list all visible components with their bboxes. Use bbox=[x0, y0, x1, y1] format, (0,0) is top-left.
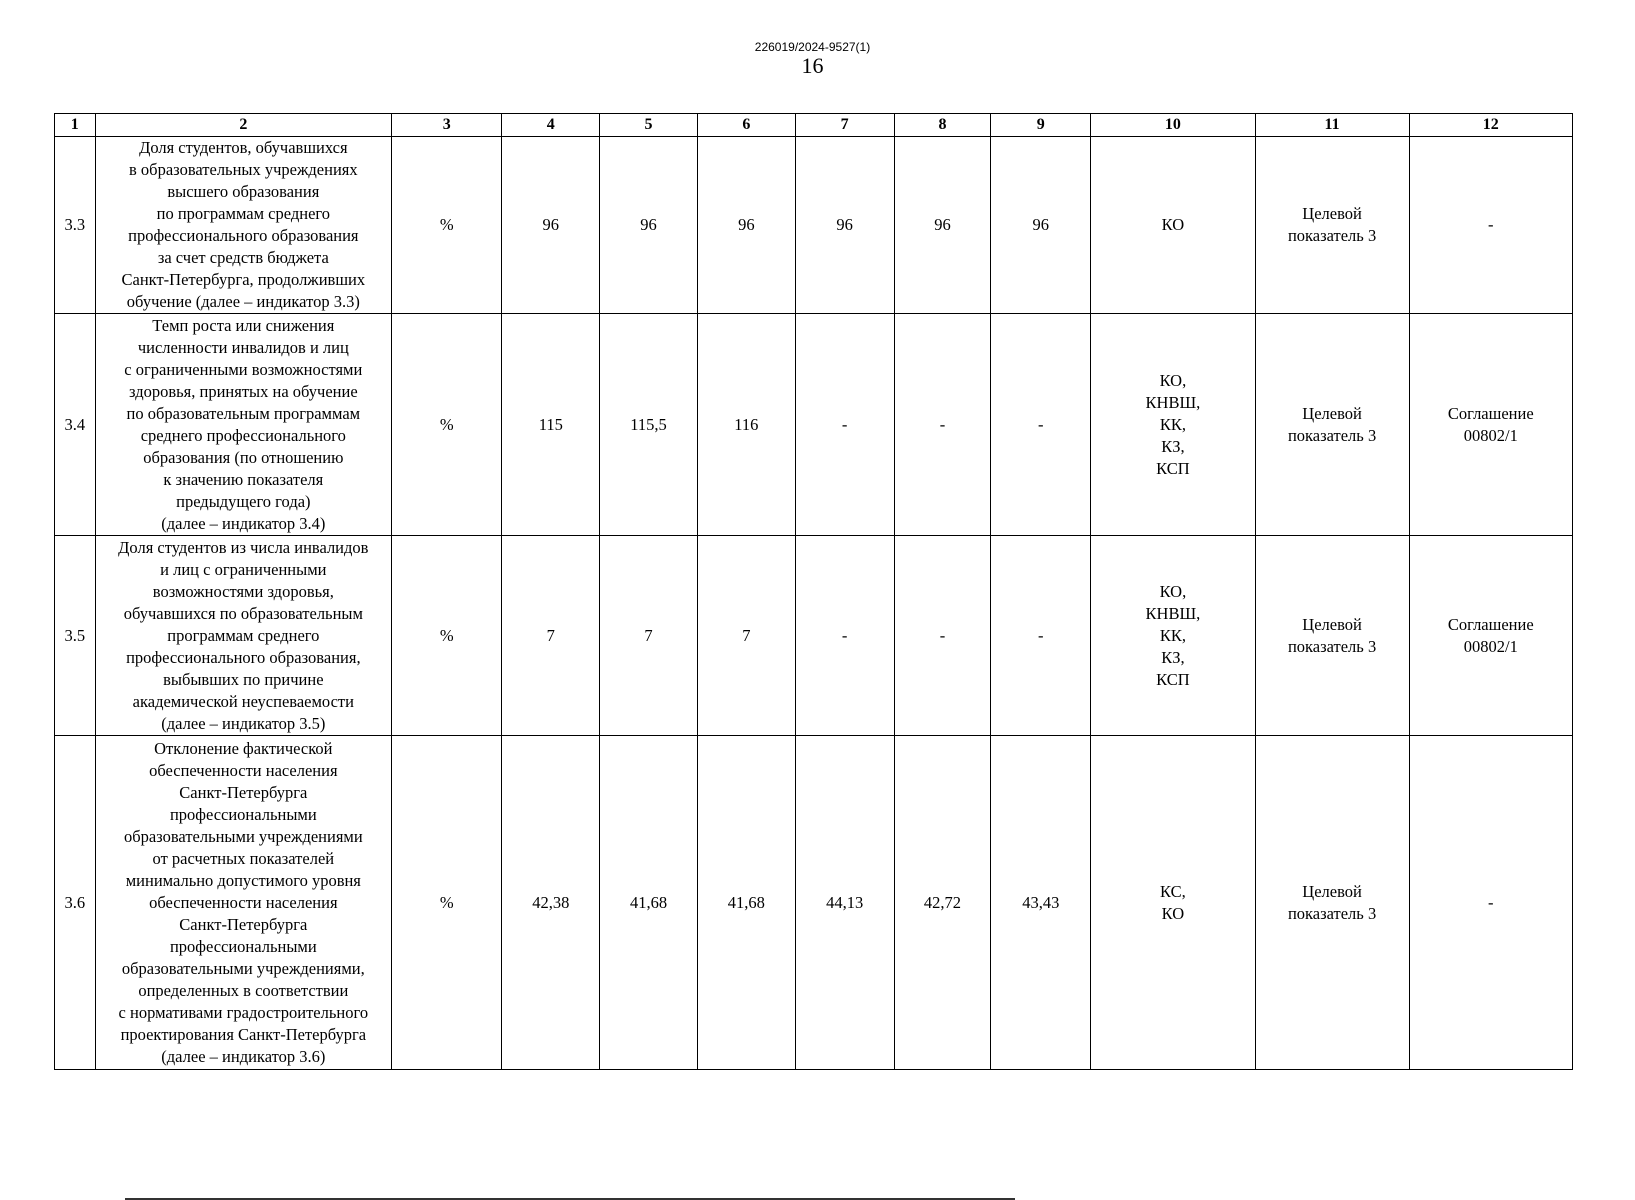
target-cell: Целевой показатель 3 bbox=[1255, 736, 1409, 1070]
table-header-row bbox=[55, 114, 1573, 137]
indicator-description: Отклонение фактической обеспеченности населения Санкт-Петербурга профессиональными образовательными учреждениями от расчетных показателей минимально допустимого уровня обеспеченности населения Санкт-Петербурга профессиональными образовательными учреждениями, определенных в соответствии с нормативами градостроительного проектирования Санкт-Петербурга (далее – индикатор 3.6) bbox=[95, 736, 392, 1070]
value-cell: 96 bbox=[991, 137, 1091, 314]
document-number: 226019/2024-9527(1) bbox=[754, 40, 871, 54]
source-cell: Соглашение 00802/1 bbox=[1409, 314, 1572, 536]
value-cell: - bbox=[795, 314, 894, 536]
indicator-number: 3.3 bbox=[55, 137, 96, 314]
value-cell: - bbox=[894, 314, 991, 536]
table-row bbox=[55, 314, 1573, 536]
source-cell: - bbox=[1409, 137, 1572, 314]
value-cell: 96 bbox=[795, 137, 894, 314]
column-header: 1 bbox=[55, 114, 96, 137]
value-cell: 7 bbox=[697, 536, 795, 736]
unit-cell: % bbox=[392, 736, 502, 1070]
column-header: 6 bbox=[697, 114, 795, 137]
value-cell: 96 bbox=[600, 137, 698, 314]
executors-cell: КО, КНВШ, КК, КЗ, КСП bbox=[1091, 314, 1255, 536]
column-header: 8 bbox=[894, 114, 991, 137]
page-number: 16 bbox=[801, 53, 824, 78]
indicator-number: 3.5 bbox=[55, 536, 96, 736]
document-header bbox=[0, 40, 1635, 78]
table-row bbox=[55, 137, 1573, 314]
executors-cell: КО, КНВШ, КК, КЗ, КСП bbox=[1091, 536, 1255, 736]
column-header: 9 bbox=[991, 114, 1091, 137]
indicator-description: Доля студентов, обучавшихся в образовательных учреждениях высшего образования по программам среднего профессионального образования за счет средств бюджета Санкт-Петербурга, продолживших обучение (далее – индикатор 3.3) bbox=[95, 137, 392, 314]
unit-cell: % bbox=[392, 137, 502, 314]
value-cell: 41,68 bbox=[697, 736, 795, 1070]
column-header: 2 bbox=[95, 114, 392, 137]
value-cell: - bbox=[795, 536, 894, 736]
value-cell: 43,43 bbox=[991, 736, 1091, 1070]
value-cell: 42,38 bbox=[502, 736, 600, 1070]
column-header: 11 bbox=[1255, 114, 1409, 137]
value-cell: 7 bbox=[600, 536, 698, 736]
value-cell: 44,13 bbox=[795, 736, 894, 1070]
column-header: 10 bbox=[1091, 114, 1255, 137]
value-cell: 96 bbox=[697, 137, 795, 314]
table-row bbox=[55, 536, 1573, 736]
value-cell: 115,5 bbox=[600, 314, 698, 536]
column-header: 7 bbox=[795, 114, 894, 137]
indicator-description: Темп роста или снижения численности инвалидов и лиц с ограниченными возможностями здоровья, принятых на обучение по образовательным программам среднего профессионального образования (по отношению к значению показателя предыдущего года) (далее – индикатор 3.4) bbox=[95, 314, 392, 536]
indicator-description: Доля студентов из числа инвалидов и лиц с ограниченными возможностями здоровья, обучавшихся по образовательным программам среднего профессионального образования, выбывших по причине академической неуспеваемости (далее – индикатор 3.5) bbox=[95, 536, 392, 736]
target-cell: Целевой показатель 3 bbox=[1255, 536, 1409, 736]
executors-cell: КО bbox=[1091, 137, 1255, 314]
source-cell: Соглашение 00802/1 bbox=[1409, 536, 1572, 736]
value-cell: 7 bbox=[502, 536, 600, 736]
target-cell: Целевой показатель 3 bbox=[1255, 137, 1409, 314]
value-cell: 116 bbox=[697, 314, 795, 536]
indicator-number: 3.6 bbox=[55, 736, 96, 1070]
value-cell: - bbox=[991, 536, 1091, 736]
value-cell: - bbox=[894, 536, 991, 736]
value-cell: - bbox=[991, 314, 1091, 536]
indicators-table bbox=[54, 113, 1573, 1070]
table-row bbox=[55, 736, 1573, 1070]
value-cell: 115 bbox=[502, 314, 600, 536]
unit-cell: % bbox=[392, 536, 502, 736]
indicator-number: 3.4 bbox=[55, 314, 96, 536]
unit-cell: % bbox=[392, 314, 502, 536]
value-cell: 96 bbox=[894, 137, 991, 314]
column-header: 3 bbox=[392, 114, 502, 137]
executors-cell: КС, КО bbox=[1091, 736, 1255, 1070]
column-header: 12 bbox=[1409, 114, 1572, 137]
value-cell: 96 bbox=[502, 137, 600, 314]
source-cell: - bbox=[1409, 736, 1572, 1070]
target-cell: Целевой показатель 3 bbox=[1255, 314, 1409, 536]
column-header: 5 bbox=[600, 114, 698, 137]
value-cell: 42,72 bbox=[894, 736, 991, 1070]
column-header: 4 bbox=[502, 114, 600, 137]
value-cell: 41,68 bbox=[600, 736, 698, 1070]
